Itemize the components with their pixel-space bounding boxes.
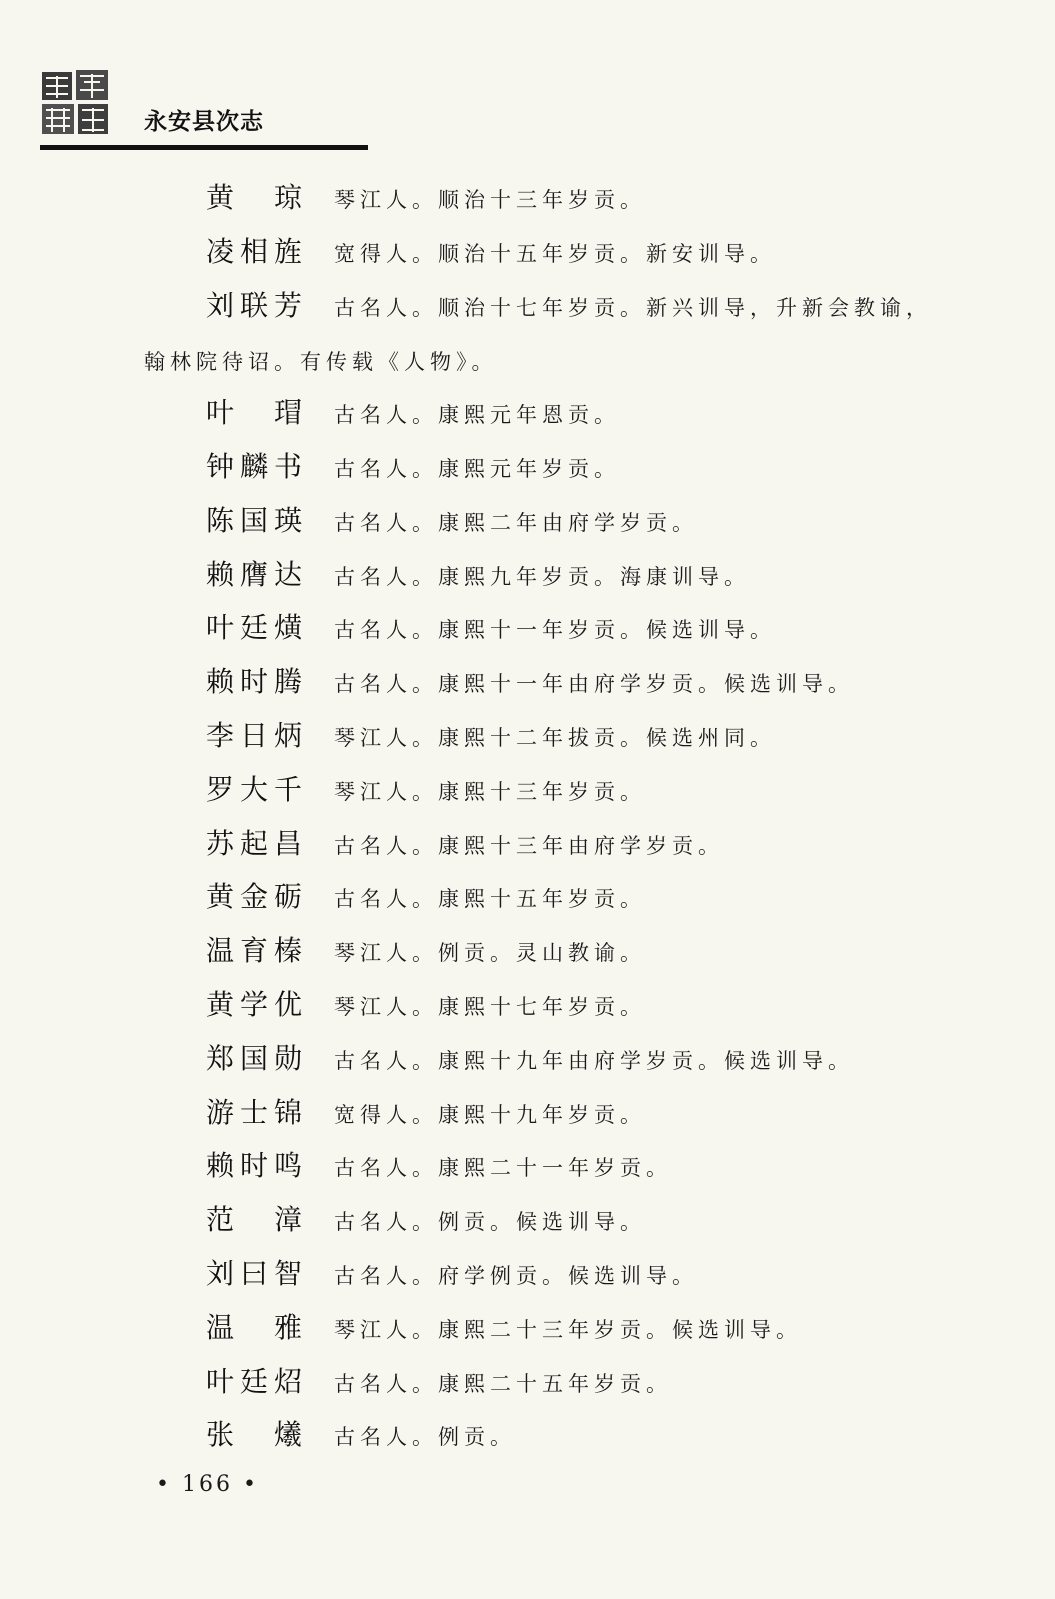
entry-list <box>0 172 1055 1463</box>
person-name: 罗大千 <box>206 772 302 806</box>
person-name: 黄学优 <box>206 987 302 1021</box>
list-item <box>0 1033 1055 1087</box>
person-description: 古名人。康熙二十一年岁贡。 <box>334 1156 672 1181</box>
list-item <box>0 1356 1055 1410</box>
person-description: 琴江人。康熙二十三年岁贡。候选训导。 <box>334 1317 802 1342</box>
list-item <box>0 549 1055 603</box>
list-item <box>0 1140 1055 1194</box>
list-item <box>0 172 1055 226</box>
list-item <box>0 1194 1055 1248</box>
list-item <box>0 441 1055 495</box>
person-description: 古名人。康熙二年由府学岁贡。 <box>334 510 698 535</box>
person-description: 古名人。例贡。 <box>334 1425 516 1450</box>
person-name: 凌相旌 <box>206 234 302 268</box>
list-item <box>0 818 1055 872</box>
person-name: 黄金砺 <box>206 880 302 914</box>
page-number: • 166 • <box>156 1472 259 1497</box>
person-name: 赖时鸣 <box>206 1149 302 1183</box>
list-item <box>0 280 1055 388</box>
person-name: 赖时腾 <box>206 665 302 699</box>
list-item <box>0 495 1055 549</box>
person-name: 刘曰智 <box>206 1256 302 1290</box>
person-description: 琴江人。顺治十三年岁贡。 <box>334 188 646 212</box>
list-item <box>0 387 1055 441</box>
person-description: 古名人。康熙十一年由府学岁贡。候选训导。 <box>334 672 854 697</box>
person-name: 钟麟书 <box>206 449 302 483</box>
person-name: 范 漳 <box>206 1203 302 1237</box>
book-title: 永安县次志 <box>144 109 264 135</box>
list-item <box>0 871 1055 925</box>
person-description: 琴江人。例贡。灵山教谕。 <box>334 941 646 966</box>
person-name: 刘联芳 <box>206 288 302 322</box>
person-name: 叶廷熿 <box>206 611 302 645</box>
person-name: 赖膺达 <box>206 557 302 591</box>
person-description: 宽得人。康熙十九年岁贡。 <box>334 1102 646 1127</box>
person-description: 古名人。康熙十九年由府学岁贡。候选训导。 <box>334 1048 854 1073</box>
person-name: 游士锦 <box>206 1095 302 1129</box>
list-item <box>0 925 1055 979</box>
person-name: 陈国瑛 <box>206 503 302 537</box>
person-name: 郑国勋 <box>206 1041 302 1075</box>
list-item <box>0 1248 1055 1302</box>
person-name: 叶 瑁 <box>206 396 302 430</box>
list-item <box>0 979 1055 1033</box>
list-item <box>0 710 1055 764</box>
person-description: 古名人。府学例贡。候选训导。 <box>334 1263 698 1288</box>
person-description: 琴江人。康熙十七年岁贡。 <box>334 994 646 1019</box>
list-item <box>0 1409 1055 1463</box>
person-description: 古名人。康熙十三年由府学岁贡。 <box>334 833 724 858</box>
person-name: 叶廷炤 <box>206 1364 302 1398</box>
person-description: 琴江人。康熙十三年岁贡。 <box>334 779 646 804</box>
person-description: 古名人。康熙二十五年岁贡。 <box>334 1371 672 1396</box>
person-description: 古名人。康熙元年恩贡。 <box>334 403 620 428</box>
list-item <box>0 602 1055 656</box>
list-item <box>0 764 1055 818</box>
person-name: 张 爔 <box>206 1418 302 1452</box>
person-description: 古名人。顺治十七年岁贡。新兴训导，升新会教谕， <box>334 295 932 320</box>
person-name: 苏起昌 <box>206 826 302 860</box>
person-name: 黄 琼 <box>206 181 302 214</box>
list-item <box>0 226 1055 280</box>
list-item <box>0 656 1055 710</box>
person-description: 古名人。康熙十一年岁贡。候选训导。 <box>334 618 776 643</box>
person-description: 古名人。康熙元年岁贡。 <box>334 456 620 481</box>
person-description-continued: 翰林院待诏。有传载《人物》。 <box>144 349 498 374</box>
person-name: 温 雅 <box>206 1310 302 1344</box>
list-item <box>0 1087 1055 1141</box>
person-name: 温育榛 <box>206 934 302 968</box>
seal-logo-icon <box>40 68 112 136</box>
person-description: 宽得人。顺治十五年岁贡。新安训导。 <box>334 241 776 266</box>
header-divider <box>40 145 368 150</box>
list-item <box>0 1302 1055 1356</box>
person-name: 李日炳 <box>206 718 302 752</box>
person-description: 古名人。康熙九年岁贡。海康训导。 <box>334 564 750 589</box>
person-description: 古名人。例贡。候选训导。 <box>334 1210 646 1235</box>
person-description: 古名人。康熙十五年岁贡。 <box>334 887 646 912</box>
person-description: 琴江人。康熙十二年拔贡。候选州同。 <box>334 725 776 750</box>
